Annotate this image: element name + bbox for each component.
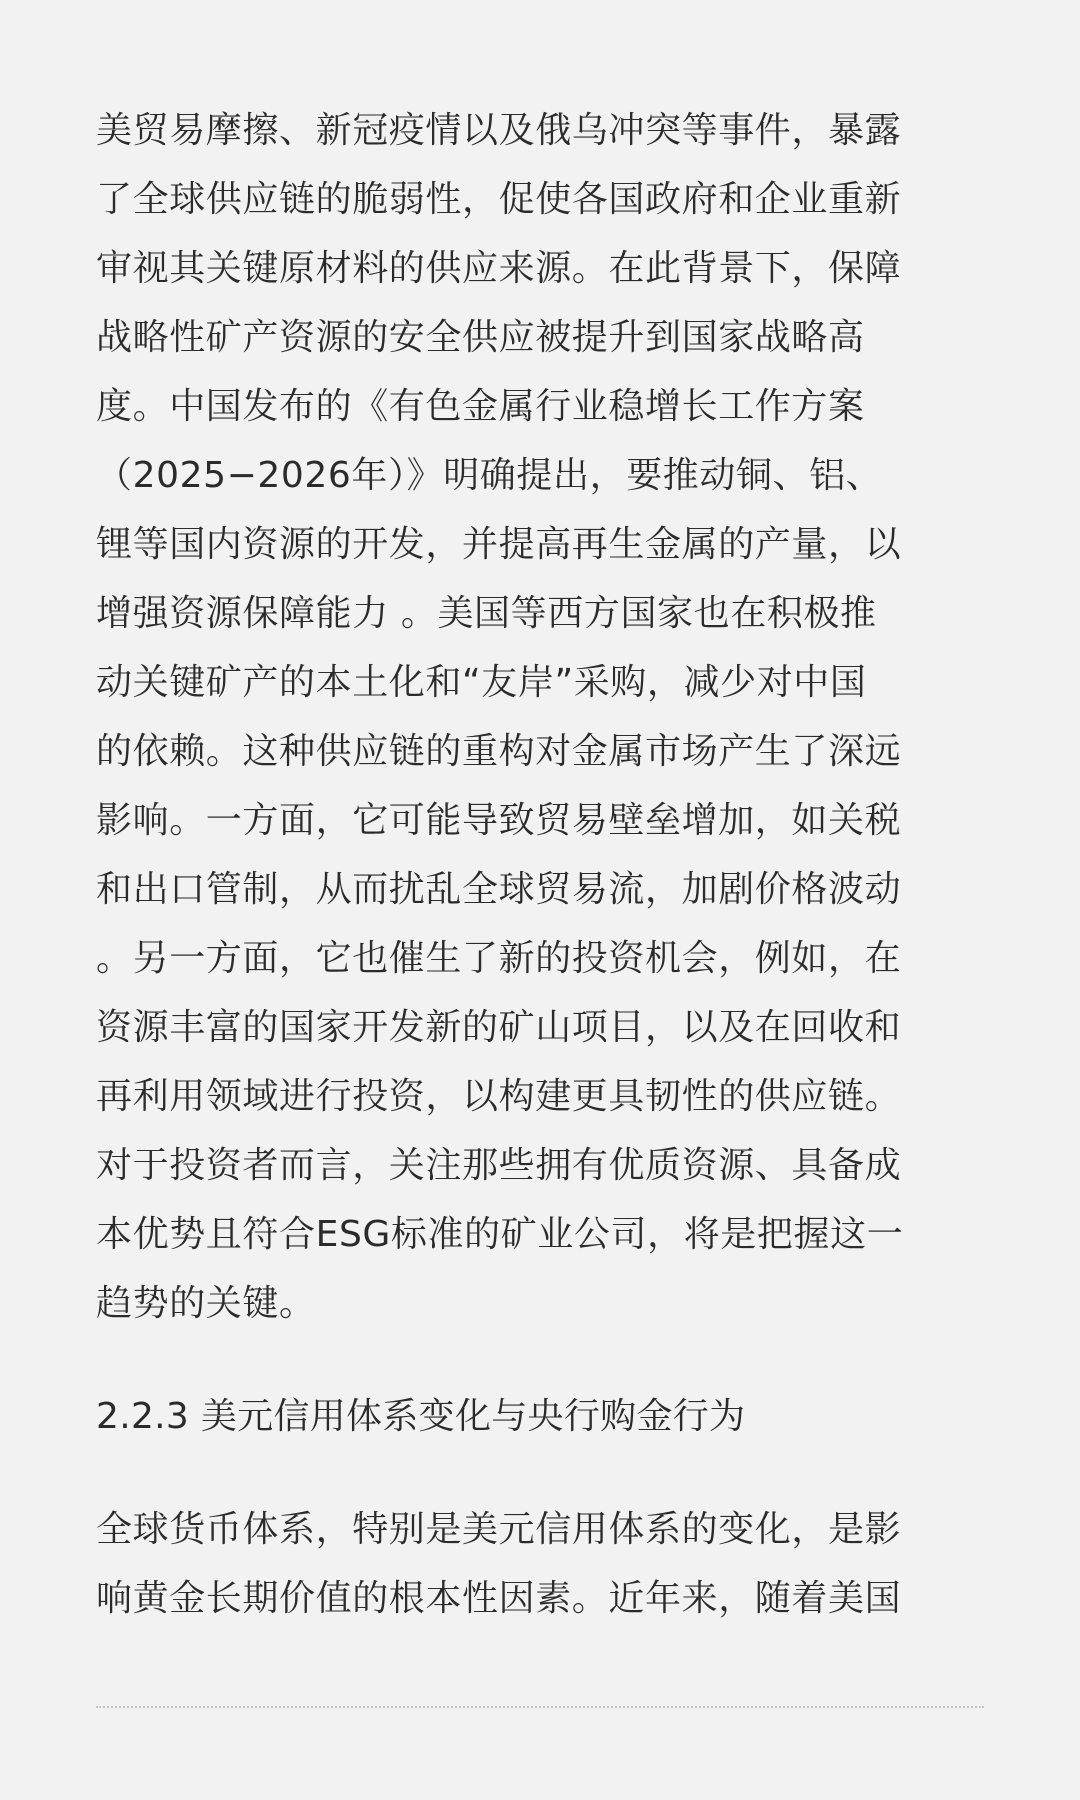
text-line: 资源丰富的国家开发新的矿山项目，以及在回收和	[96, 1007, 902, 1048]
dotted-divider	[96, 1706, 984, 1708]
text-line: 本优势且符合ESG标准的矿业公司，将是把握这一	[96, 1214, 904, 1255]
text-line: 了全球供应链的脆弱性，促使各国政府和企业重新	[96, 179, 902, 220]
text-line: 和出口管制，从而扰乱全球贸易流，加剧价格波动	[96, 869, 902, 910]
text-line: 动关键矿产的本土化和“友岸”采购，减少对中国	[96, 662, 867, 703]
text-line: 锂等国内资源的开发，并提高再生金属的产量，以	[96, 524, 902, 565]
paragraph-dollar-credit	[96, 1495, 984, 1633]
section-heading: 2.2.3 美元信用体系变化与央行购金行为	[96, 1396, 746, 1437]
text-line: 美贸易摩擦、新冠疫情以及俄乌冲突等事件，暴露	[96, 110, 902, 151]
paragraph-supply-chain	[96, 96, 984, 1338]
text-line: 响黄金长期价值的根本性因素。近年来，随着美国	[96, 1578, 902, 1619]
text-line: 影响。一方面，它可能导致贸易壁垒增加，如关税	[96, 800, 902, 841]
text-line: 对于投资者而言，关注那些拥有优质资源、具备成	[96, 1145, 902, 1186]
text-line: 全球货币体系，特别是美元信用体系的变化，是影	[96, 1509, 902, 1550]
text-line: 趋势的关键。	[96, 1283, 316, 1324]
text-line: 的依赖。这种供应链的重构对金属市场产生了深远	[96, 731, 902, 772]
article-content	[96, 96, 984, 1633]
text-line: （2025−2026年）》明确提出，要推动铜、铝、	[96, 455, 883, 496]
text-line: 度。中国发布的《有色金属行业稳增长工作方案	[96, 386, 865, 427]
text-line: 战略性矿产资源的安全供应被提升到国家战略高	[96, 317, 865, 358]
text-line: 增强资源保障能力 。美国等西方国家也在积极推	[96, 593, 877, 634]
text-line: 。另一方面，它也催生了新的投资机会，例如，在	[96, 938, 902, 979]
text-line: 再利用领域进行投资，以构建更具韧性的供应链。	[96, 1076, 902, 1117]
text-line: 审视其关键原材料的供应来源。在此背景下，保障	[96, 248, 902, 289]
